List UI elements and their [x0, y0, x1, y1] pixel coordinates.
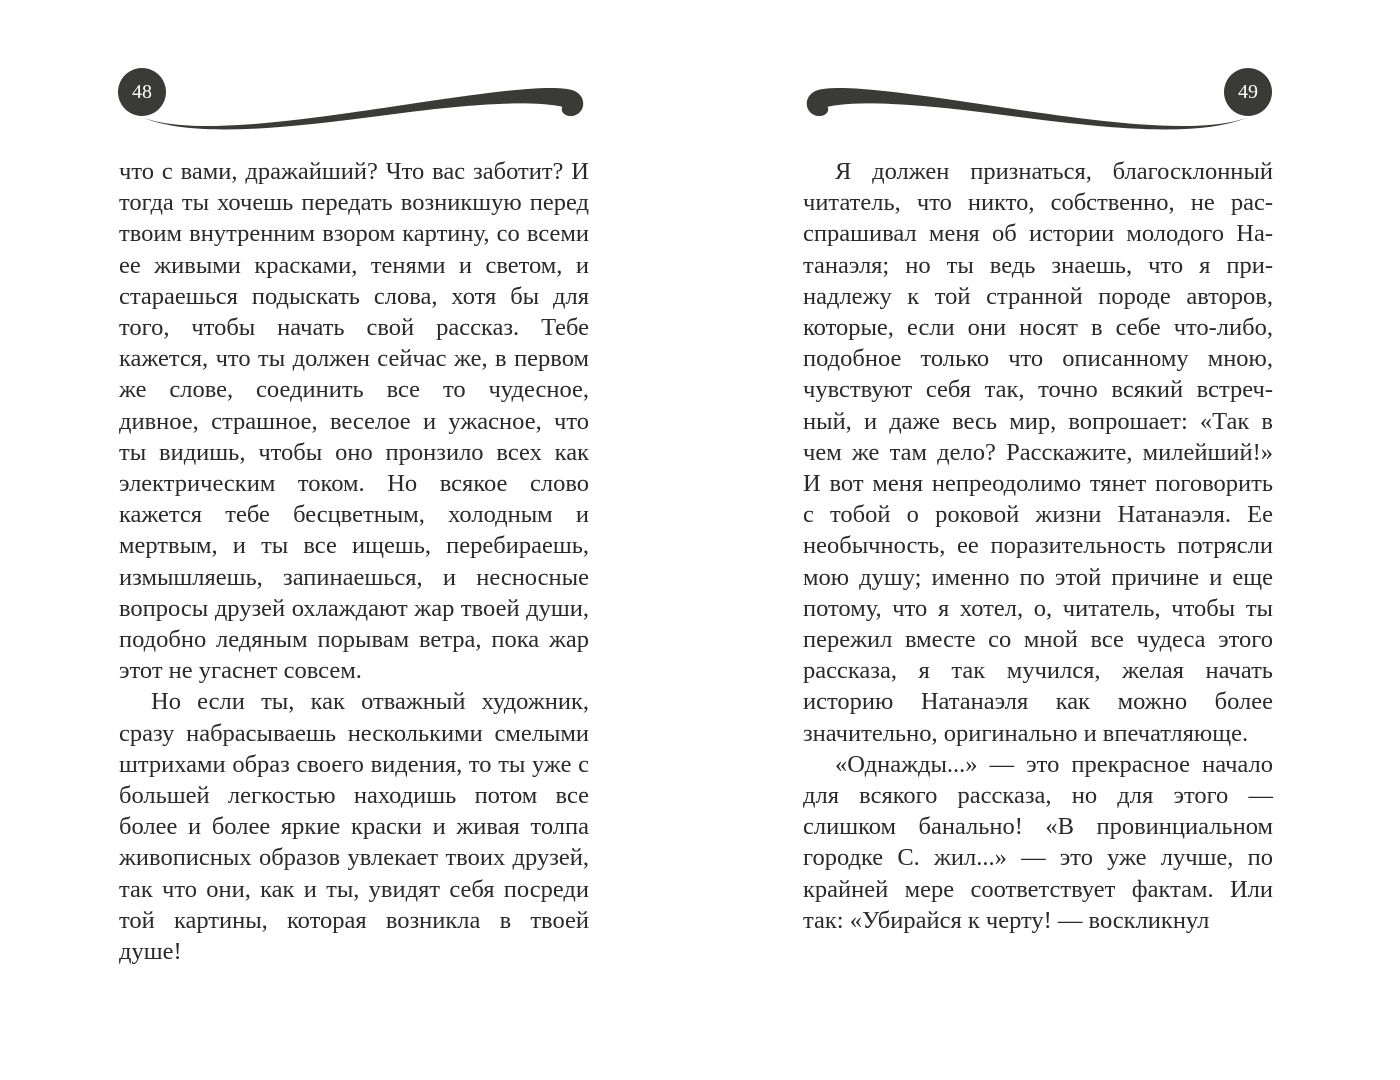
paragraph: что с вами, дражайший? Что вас заботит? И тогда ты хочешь передать возникшую перед твоим внутренним взором картину, со всеми ее живыми красками, тенями и светом, и стараешься подыскать слова, хотя бы для того, чтобы начать свой рассказ. Тебе кажется, что ты должен сейчас же, в первом же слове, соединить все то чудесное, дивное, страшное, веселое и ужасное, что ты видишь, чтобы оно пронзило всех как электрическим током. Но всякое слово кажется тебе бесцветным, холодным и мертвым, и ты все ищешь, перебираешь, измышляешь, запинаешься, и несносные вопросы друзей охлаждают жар твоей души, подобно ледяным порывам ветра, пока жар этот не угаснет совсем.: [119, 158, 589, 685]
page-number: 49: [1238, 81, 1258, 103]
page-number: 48: [132, 81, 152, 103]
header-ornament-left: [110, 62, 590, 142]
page-text-right: [803, 156, 1273, 936]
right-page: [700, 0, 1400, 1080]
paragraph: Но если ты, как отважный художник, сразу набрасываешь несколькими смелыми штрихами образ своего видения, то ты уже с большей легкостью находишь потом все более и более яркие краски и живая толпа живописных образов увлекает твоих друзей, так что они, как и ты, увидят себя посреди той картины, которая возникла в твоей душе!: [119, 688, 589, 966]
page-text-left: [119, 156, 589, 967]
paragraph: «Однажды...» — это прекрасное начало для всякого рассказа, но для этого — слишком банально! «В провинциальном городке С. жил...» — это уже лучше, по крайней мере соответствует фактам. Или так: «Убирайся к черту! — воскликнул: [803, 750, 1273, 934]
paragraph: Я должен признаться, благосклонный читатель, что никто, собственно, не расспрашивал меня об истории молодого Натанаэля; но ты ведь знаешь, что я принадлежу к той странной породе авторов, которые, если они носят в себе что-либо, подобное только что описанному мною, чувствуют себя так, точно всякий встречный, и даже весь мир, вопрошает: «Так в чем же там дело? Расскажите, милейший!» И вот меня непреодолимо тянет поговорить с тобой о роковой жизни Натанаэля. Ее необычность, ее поразительность потрясли мою душу; именно по этой причине и еще потому, что я хотел, о, читатель, чтобы ты пережил вместе со мной все чудеса этого рассказа, я так мучился, желая начать историю Натанаэля как можно более значительно, оригинально и впечатляюще.: [803, 158, 1273, 747]
header-ornament-right: [802, 62, 1282, 142]
